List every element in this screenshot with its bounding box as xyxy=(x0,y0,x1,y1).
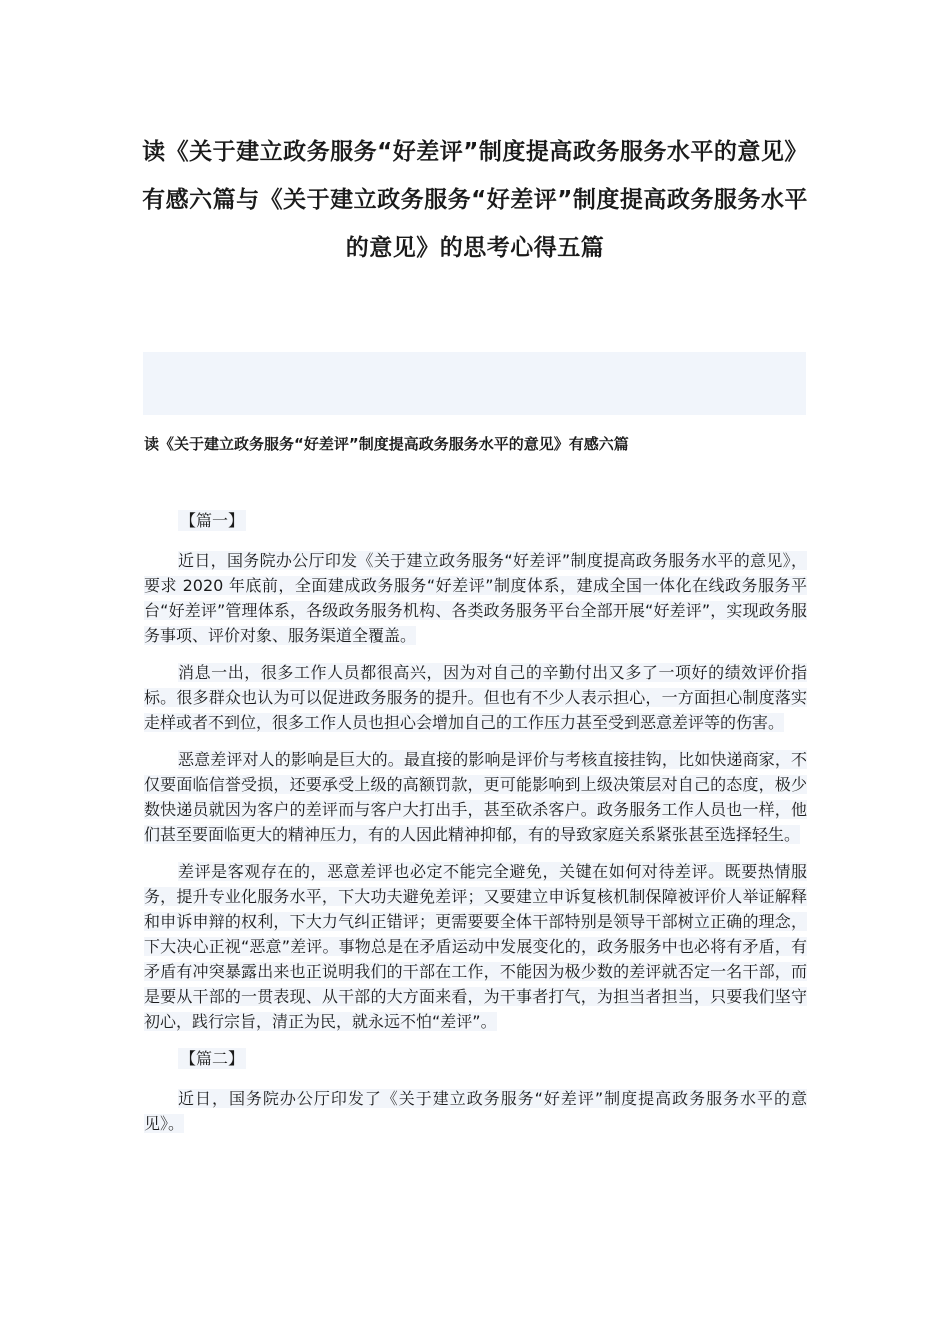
paragraph-2 xyxy=(144,660,807,735)
chapter-heading-1 xyxy=(178,508,807,534)
document-title: 读《关于建立政务服务“好差评”制度提高政务服务水平的意见》有感六篇与《关于建立政务服务“好差评”制度提高政务服务水平的意见》的思考心得五篇 xyxy=(142,139,808,261)
banner-block xyxy=(143,352,806,415)
chapter-heading-1-text: 【篇一】 xyxy=(180,511,245,530)
paragraph-1-text: 近日，国务院办公厅印发《关于建立政务服务“好差评”制度提高政务服务水平的意见》，要求 2020 年底前，全面建成政务服务“好差评”制度体系，建成全国一体化在线政务服务平台“好差评”管理体系，各级政务服务机构、各类政务服务平台全部开展“好差评”，实现政务服务事项、评价对象、服务渠道全覆盖。 xyxy=(144,551,807,645)
paragraph-5 xyxy=(144,1086,807,1136)
paragraph-5-text: 近日，国务院办公厅印发了《关于建立政务服务“好差评”制度提高政务服务水平的意见》。 xyxy=(144,1089,807,1133)
chapter-heading-2-text: 【篇二】 xyxy=(180,1049,245,1068)
paragraph-3-text: 恶意差评对人的影响是巨大的。最直接的影响是评价与考核直接挂钩，比如快递商家，不仅要面临信誉受损，还要承受上级的高额罚款，更可能影响到上级决策层对自己的态度，极少数快递员就因为客户的差评而与客户大打出手，甚至砍杀客户。政务服务工作人员也一样，他们甚至要面临更大的精神压力，有的人因此精神抑郁，有的导致家庭关系紧张甚至选择轻生。 xyxy=(144,750,807,844)
paragraph-2-text: 消息一出，很多工作人员都很高兴，因为对自己的辛勤付出又多了一项好的绩效评价指标。很多群众也认为可以促进政务服务的提升。但也有不少人表示担心，一方面担心制度落实走样或者不到位，很多工作人员也担心会增加自己的工作压力甚至受到恶意差评等的伤害。 xyxy=(144,663,807,732)
paragraph-4-text: 差评是客观存在的，恶意差评也必定不能完全避免，关键在如何对待差评。既要热情服务，提升专业化服务水平，下大功夫避免差评；又要建立申诉复核机制保障被评价人举证解释和申诉申辩的权利，下大力气纠正错评；更需要要全体干部特别是领导干部树立正确的理念，下大决心正视“恶意”差评。事物总是在矛盾运动中发展变化的，政务服务中也必将有矛盾，有矛盾有冲突暴露出来也正说明我们的干部在工作，不能因为极少数的差评就否定一名干部，而是要从干部的一贯表现、从干部的大方面来看，为干事者打气，为担当者担当，只要我们坚守初心，践行宗旨，清正为民，就永远不怕“差评”。 xyxy=(144,862,807,1031)
paragraph-1 xyxy=(144,548,807,648)
chapter-heading-2 xyxy=(178,1046,807,1072)
section-title: 读《关于建立政务服务“好差评”制度提高政务服务水平的意见》有感六篇 xyxy=(144,435,629,453)
paragraph-3 xyxy=(144,747,807,847)
document-body xyxy=(144,508,807,1148)
paragraph-4 xyxy=(144,859,807,1034)
